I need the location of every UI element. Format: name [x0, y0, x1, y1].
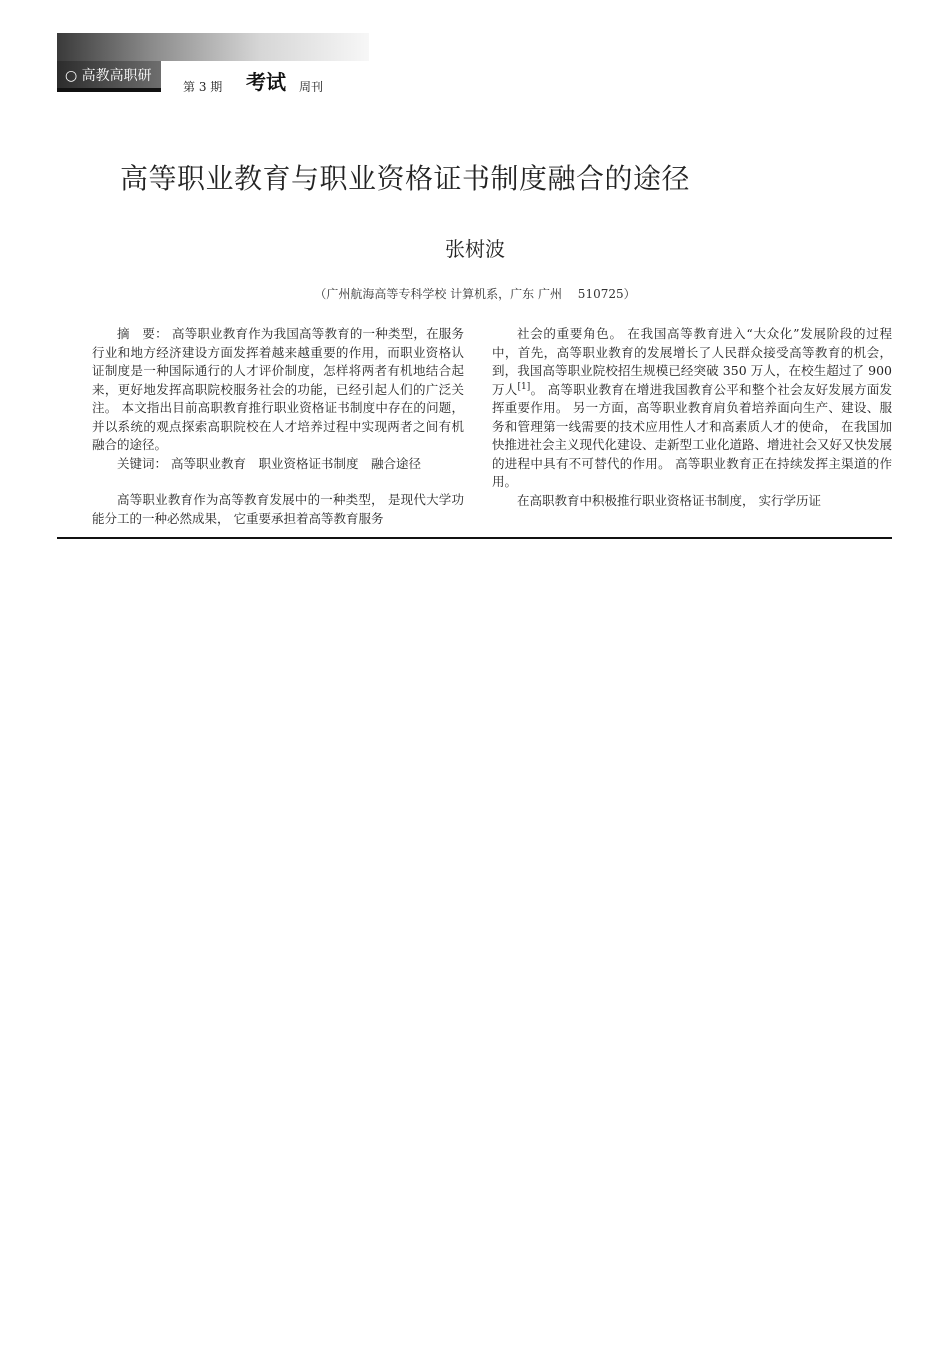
article-title: 高等职业教育与职业资格证书制度融合的途径: [120, 162, 691, 195]
issue-number: 第 3 期: [183, 80, 223, 94]
section-tab: [57, 61, 161, 92]
header-gradient-band: [57, 33, 369, 61]
left-column: [92, 325, 464, 528]
body-text-part-a: 社会的重要角色。 在我国高等教育进入“大众化”发展阶段的过程中，首先，高等职业教育的发展增长了人民群众接受高等教育的机会，到，我国高等职业院校招生规模已经突破 350 万人，在校生超过了 900 万人: [492, 326, 892, 397]
body-paragraph-intro: 高等职业教育作为高等教育发展中的一种类型， 是现代大学功能分工的一种必然成果， 它重要承担着高等教育服务: [92, 492, 464, 526]
section-label: ○ 高教高职研: [65, 68, 152, 84]
article-author: 张树波: [445, 237, 505, 261]
bottom-rule: [57, 537, 892, 539]
paragraph-spacer: [92, 473, 464, 491]
citation-marker[interactable]: [1]: [517, 381, 531, 392]
body-text-part-b: 。 高等职业教育在增进我国教育公平和整个社会友好发展方面发挥重要作用。 另一方面，高等职业教育肩负着培养面向生产、建设、服务和管理第一线需要的技术应用性人才和高素质人才的使命， 在我国加快推进社会主义现代化建设、走新型工业化道路、增进社会又好又快发展的进程中具有不可替代的作用。 高等职业教育正在持续发挥主渠道的作用。: [492, 381, 893, 489]
right-column: [492, 325, 892, 510]
magazine-name: 考试: [246, 70, 286, 94]
abstract: 摘 要： 高等职业教育作为我国高等教育的一种类型，在服务行业和地方经济建设方面发挥着越来越重要的作用，而职业资格认证制度是一种国际通行的人才评价制度，怎样将两者有机地结合起来，更好地发挥高职院校服务社会的功能，已经引起人们的广泛关注。 本文指出目前高职教育推行职业资格证书制度中存在的问题， 并以系统的观点探索高职院校在人才培养过程中实现两者之间有机融合的途径。: [92, 326, 464, 452]
body-paragraph-1: [492, 325, 892, 492]
author-affiliation: （广州航海高等专科学校 计算机系，广东 广州 510725）: [314, 287, 636, 301]
keywords: 关键词： 高等职业教育 职业资格证书制度 融合途径: [117, 455, 421, 471]
body-paragraph-2: 在高职教育中积极推行职业资格证书制度， 实行学历证: [517, 492, 821, 508]
magazine-frequency: 周刊: [299, 80, 324, 94]
